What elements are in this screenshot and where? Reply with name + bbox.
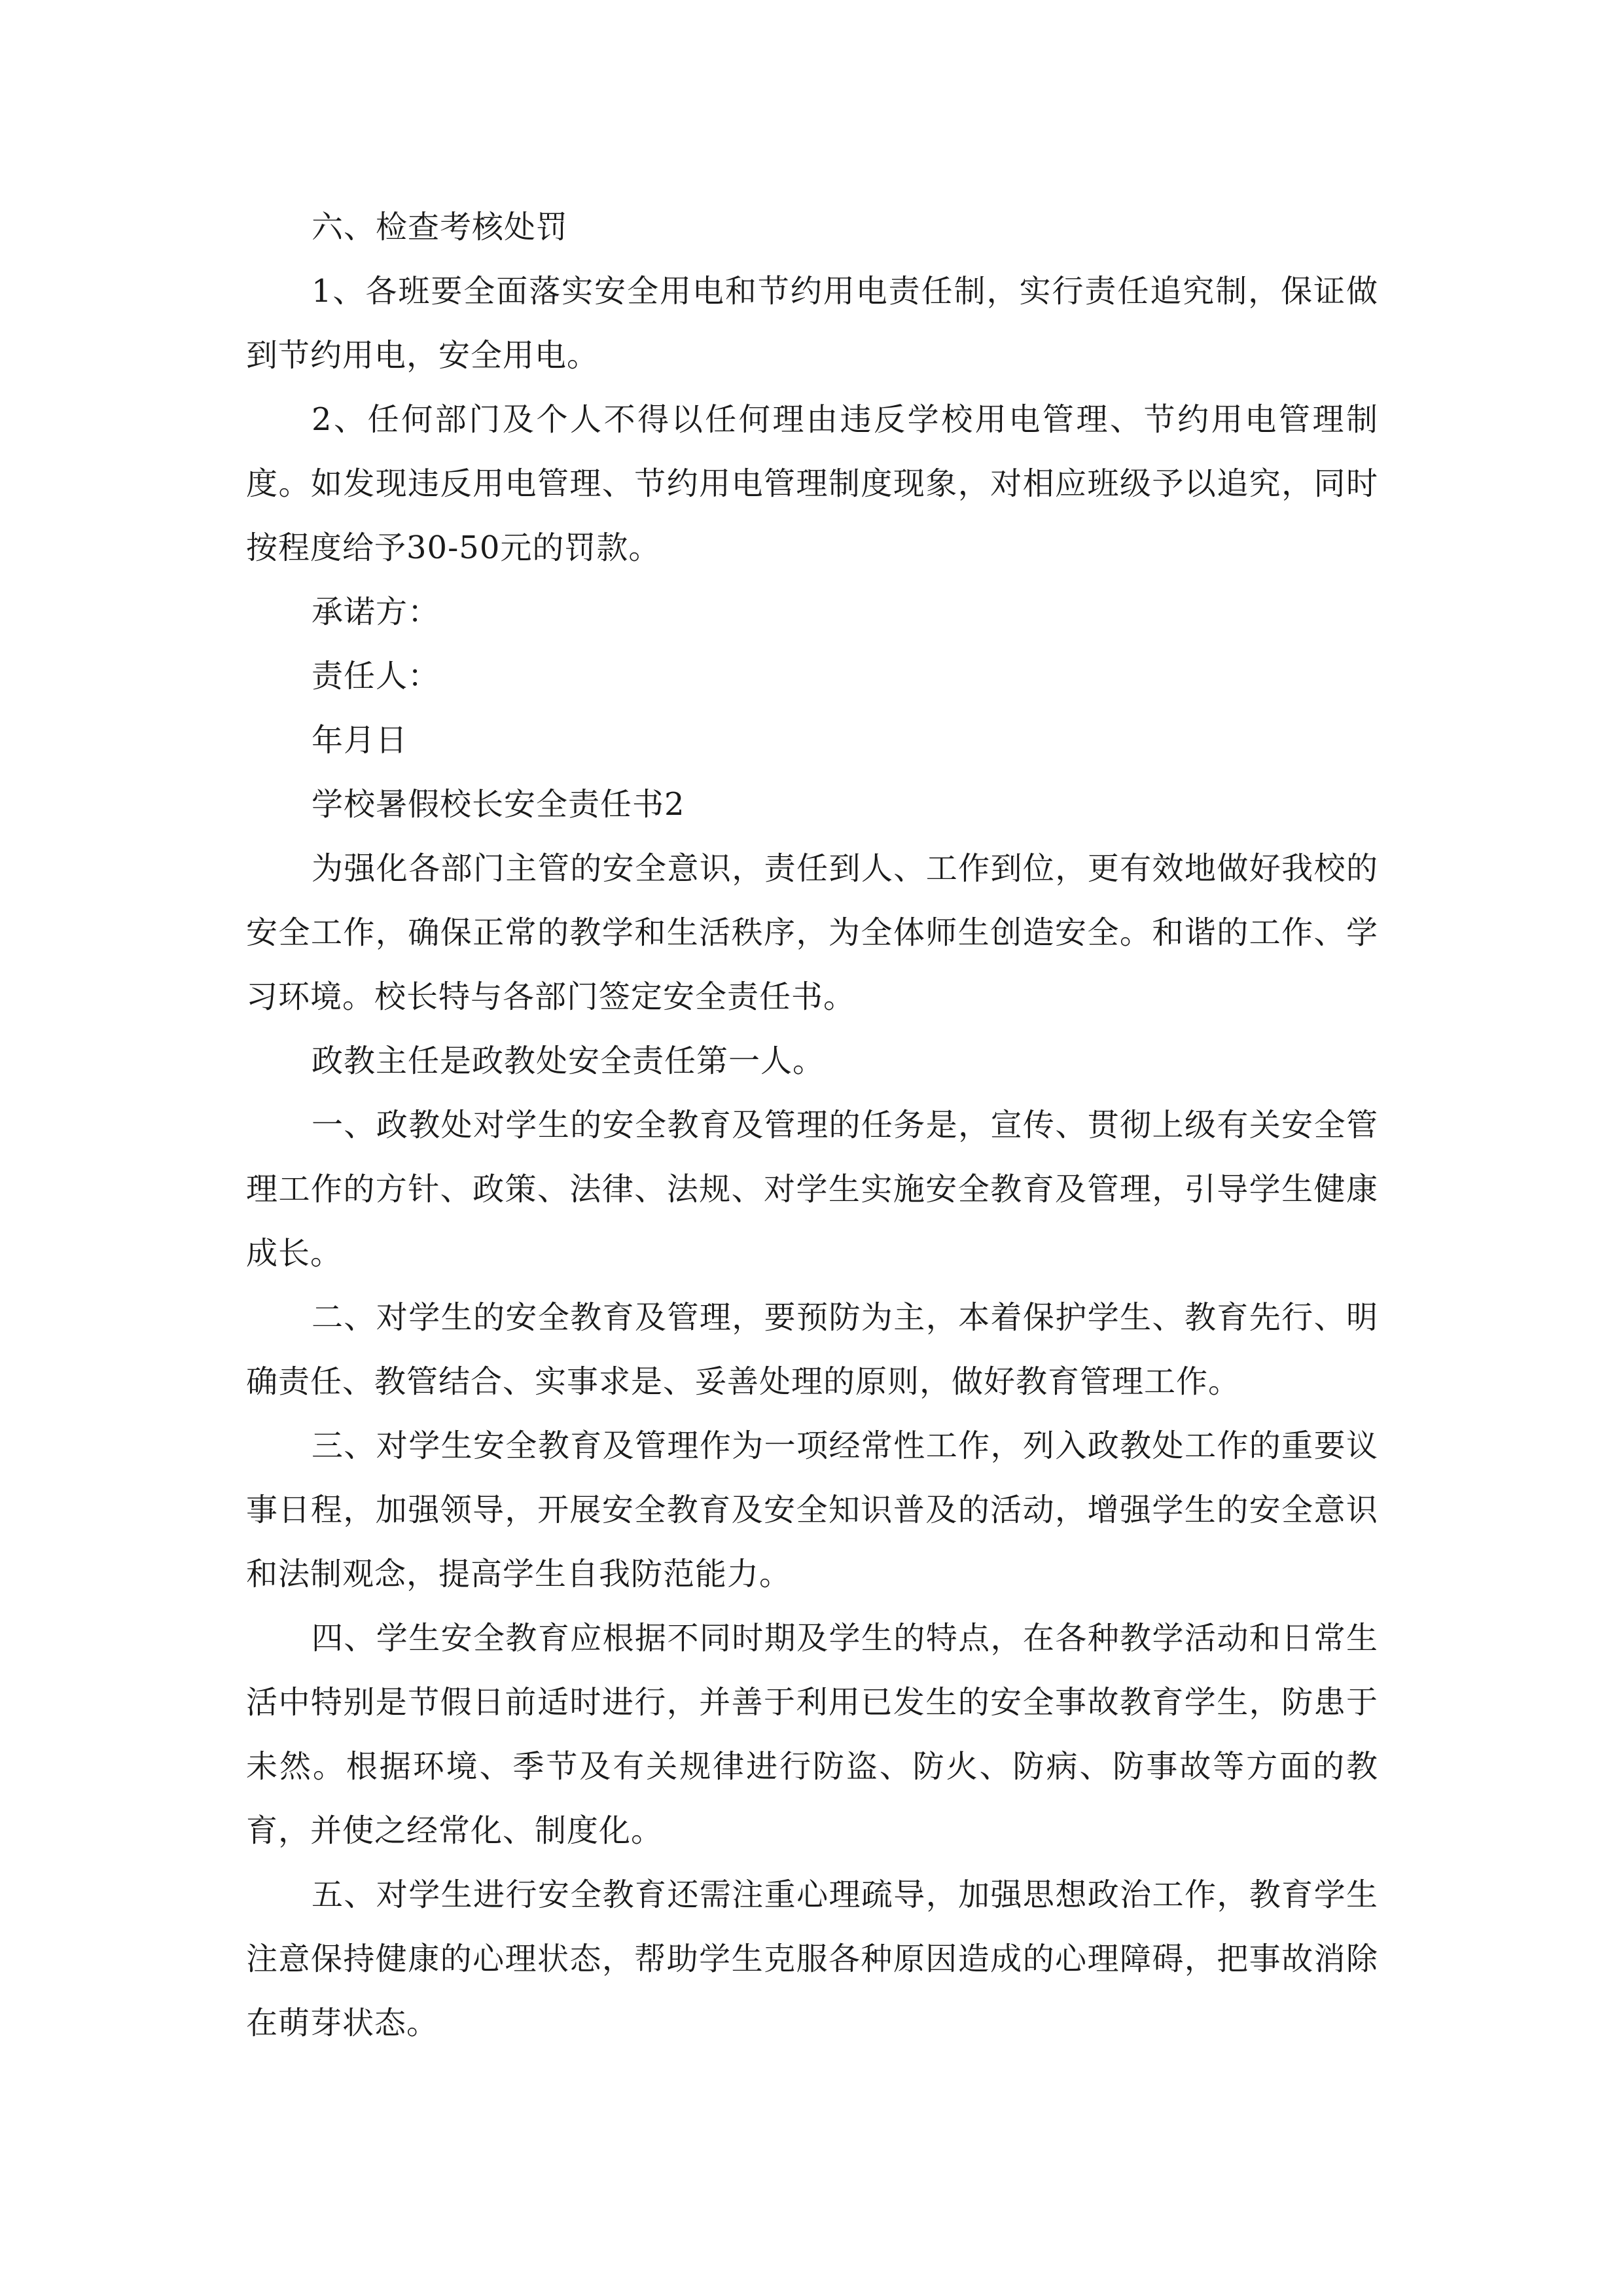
- paragraph-item-2: 2、任何部门及个人不得以任何理由违反学校用电管理、节约用电管理制度。如发现违反用电管理、节约用电管理制度现象，对相应班级予以追究，同时按程度给予30-50元的罚款。: [246, 401, 1378, 566]
- section-heading-inspection: 六、检查考核处罚: [312, 209, 569, 245]
- document-body: [246, 195, 1378, 2055]
- responsible-person-label: 责任人：: [312, 658, 440, 694]
- paragraph-item-1: 1、各班要全面落实安全用电和节约用电责任制，实行责任追究制，保证做到节约用电，安全用电。: [246, 273, 1378, 374]
- promisor-label: 承诺方：: [312, 594, 440, 630]
- intro-paragraph: 为强化各部门主管的安全意识，责任到人、工作到位，更有效地做好我校的安全工作，确保正常的教学和生活秩序，为全体师生创造安全。和谐的工作、学习环境。校长特与各部门签定安全责任书。: [246, 850, 1378, 1015]
- clause-5: 五、对学生进行安全教育还需注重心理疏导，加强思想政治工作，教育学生注意保持健康的心理状态，帮助学生克服各种原因造成的心理障碍，把事故消除在萌芽状态。: [246, 1876, 1378, 2041]
- document-title-2: 学校暑假校长安全责任书2: [312, 786, 685, 823]
- clause-1: 一、政教处对学生的安全教育及管理的任务是，宣传、贯彻上级有关安全管理工作的方针、政策、法律、法规、对学生实施安全教育及管理，引导学生健康成长。: [246, 1107, 1378, 1272]
- clause-2: 二、对学生的安全教育及管理，要预防为主，本着保护学生、教育先行、明确责任、教管结合、实事求是、妥善处理的原则，做好教育管理工作。: [246, 1299, 1378, 1400]
- director-statement: 政教主任是政教处安全责任第一人。: [312, 1043, 825, 1079]
- date-label: 年月日: [312, 722, 408, 759]
- clause-3: 三、对学生安全教育及管理作为一项经常性工作，列入政教处工作的重要议事日程，加强领导，开展安全教育及安全知识普及的活动，增强学生的安全意识和法制观念，提高学生自我防范能力。: [246, 1427, 1378, 1592]
- clause-4: 四、学生安全教育应根据不同时期及学生的特点，在各种教学活动和日常生活中特别是节假日前适时进行，并善于利用已发生的安全事故教育学生，防患于未然。根据环境、季节及有关规律进行防盗、防火、防病、防事故等方面的教育，并使之经常化、制度化。: [246, 1620, 1378, 1849]
